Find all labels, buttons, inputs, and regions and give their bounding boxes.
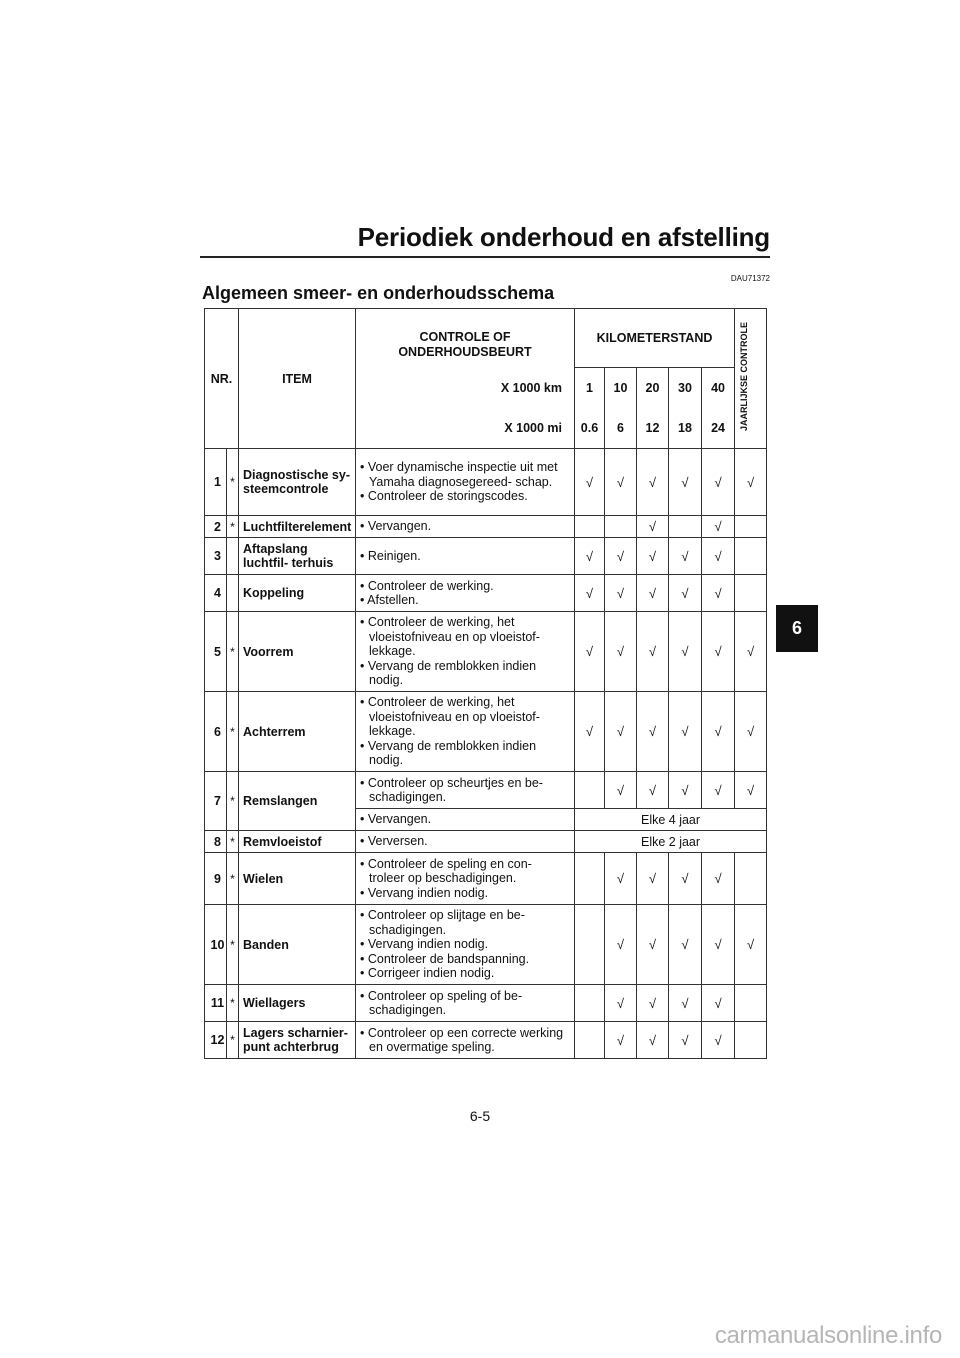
- interval-text: Elke 2 jaar: [575, 831, 767, 853]
- row-action-cell: [356, 449, 575, 516]
- row-star-marker: *: [227, 985, 239, 1022]
- check-mark: √: [605, 575, 637, 612]
- check-mark: [575, 516, 605, 538]
- check-mark: √: [669, 449, 702, 516]
- table-row: [205, 772, 767, 809]
- row-action-cell: [356, 575, 575, 612]
- action-bullet: • Controleer de werking.: [360, 578, 494, 593]
- table-row: [205, 1022, 767, 1059]
- check-mark: √: [702, 772, 735, 809]
- action-bullet: • Vervangen.: [360, 812, 432, 827]
- check-mark: √: [735, 772, 767, 809]
- row-item-name: Diagnostische sy- steemcontrole: [239, 449, 356, 516]
- check-mark: [735, 1022, 767, 1059]
- check-mark: [735, 853, 767, 905]
- row-number: 1: [205, 449, 227, 516]
- row-item-name: Wiellagers: [239, 985, 356, 1022]
- mi-value: 18: [669, 408, 702, 449]
- section-title: Algemeen smeer- en onderhoudsschema: [202, 283, 555, 303]
- check-mark: √: [575, 449, 605, 516]
- check-mark: √: [702, 612, 735, 692]
- action-text: Voer dynamische inspectie uit met Yamaha diagnosegereed- schap.: [367, 460, 558, 489]
- row-star-marker: [227, 538, 239, 575]
- action-text: Controleer de werking, het vloeistofniveau en op vloeistof- lekkage.: [367, 615, 540, 659]
- check-mark: √: [637, 692, 669, 772]
- check-mark: √: [605, 1022, 637, 1059]
- check-mark: √: [575, 692, 605, 772]
- check-mark: √: [637, 516, 669, 538]
- check-mark: [735, 516, 767, 538]
- table-row: [205, 985, 767, 1022]
- check-mark: √: [575, 538, 605, 575]
- header-rule: [200, 256, 770, 258]
- row-action-cell: [356, 612, 575, 692]
- row-number: 7: [205, 772, 227, 831]
- table-row: [205, 449, 767, 516]
- check-mark: √: [605, 985, 637, 1022]
- action-bullet: • Corrigeer indien nodig.: [360, 966, 495, 981]
- km-value: 40: [702, 368, 735, 409]
- action-text: Controleer op speling of be- schadigingen.: [367, 988, 523, 1017]
- document-code: DAU71372: [730, 274, 770, 283]
- row-star-marker: *: [227, 1022, 239, 1059]
- action-bullet: • Controleer op speling of be- schadigingen.: [360, 988, 523, 1017]
- row-number: 5: [205, 612, 227, 692]
- km-value: 1: [575, 368, 605, 409]
- column-header-item: ITEM: [239, 309, 356, 449]
- check-mark: √: [702, 516, 735, 538]
- action-text: Vervang indien nodig.: [367, 885, 489, 900]
- row-number: 8: [205, 831, 227, 853]
- row-action-cell: [356, 853, 575, 905]
- row-item-name: Luchtfilterelement: [239, 516, 356, 538]
- row-item-name: Lagers scharnier- punt achterbrug: [239, 1022, 356, 1059]
- check-mark: √: [702, 449, 735, 516]
- mi-value: 24: [702, 408, 735, 449]
- check-mark: √: [702, 575, 735, 612]
- row-action-cell: [356, 985, 575, 1022]
- check-mark: [735, 575, 767, 612]
- table-row: [205, 692, 767, 772]
- action-bullet: • Controleer op slijtage en be- schadigingen.: [360, 908, 525, 937]
- row-item-name: Remvloeistof: [239, 831, 356, 853]
- check-mark: [575, 772, 605, 809]
- row-item-name: Remslangen: [239, 772, 356, 831]
- check-mark: √: [605, 538, 637, 575]
- check-mark: √: [735, 612, 767, 692]
- action-bullet: • Controleer de bandspanning.: [360, 951, 530, 966]
- check-mark: √: [637, 985, 669, 1022]
- check-mark: [575, 853, 605, 905]
- check-mark: √: [669, 905, 702, 985]
- check-mark: √: [605, 612, 637, 692]
- row-item-name: Koppeling: [239, 575, 356, 612]
- check-mark: √: [637, 449, 669, 516]
- row-action-cell: [356, 809, 575, 831]
- row-star-marker: *: [227, 853, 239, 905]
- action-bullet: • Controleer op een correcte werking en overmatige speling.: [360, 1025, 564, 1054]
- action-bullet: • Afstellen.: [360, 593, 419, 607]
- check-mark: √: [637, 1022, 669, 1059]
- action-text: Controleer de werking, het vloeistofniveau en op vloeistof- lekkage.: [367, 695, 540, 739]
- row-item-name: Banden: [239, 905, 356, 985]
- action-bullet: • Vervangen.: [360, 519, 432, 534]
- row-star-marker: [227, 575, 239, 612]
- check-mark: √: [702, 905, 735, 985]
- check-mark: [605, 516, 637, 538]
- table-row: [205, 853, 767, 905]
- check-mark: [575, 985, 605, 1022]
- action-text: Corrigeer indien nodig.: [367, 966, 495, 981]
- check-mark: √: [637, 905, 669, 985]
- table-row: [205, 905, 767, 985]
- row-item-name: Voorrem: [239, 612, 356, 692]
- action-bullet: • Controleer op scheurtjes en be- schadigingen.: [360, 775, 543, 804]
- action-bullet: • Controleer de speling en con- troleer op beschadigingen.: [360, 856, 532, 886]
- action-bullet: • Reinigen.: [360, 548, 421, 563]
- row-action-cell: [356, 1022, 575, 1059]
- column-header-nr: NR.: [205, 309, 239, 449]
- table-row: [205, 516, 767, 538]
- watermark-text: carmanualsonline.info: [714, 1322, 942, 1349]
- row-action-cell: [356, 538, 575, 575]
- action-text: Controleer de bandspanning.: [367, 951, 530, 966]
- row-star-marker: *: [227, 831, 239, 853]
- check-mark: √: [637, 772, 669, 809]
- row-star-marker: *: [227, 449, 239, 516]
- table-row: [205, 575, 767, 612]
- mi-value: 0.6: [575, 408, 605, 449]
- table-row: [205, 538, 767, 575]
- page-number: 6-5: [469, 1108, 491, 1124]
- row-action-cell: [356, 692, 575, 772]
- action-bullet: • Vervang indien nodig.: [360, 937, 489, 952]
- chapter-tab: 6: [776, 605, 818, 652]
- column-header-jaarlijkse-controle: [735, 309, 767, 449]
- column-header-control-text: CONTROLE OF ONDERHOUDSBEURT: [398, 330, 532, 360]
- column-header-jaar-text: JAARLIJKSE CONTROLE: [738, 322, 749, 432]
- mi-value: 12: [637, 408, 669, 449]
- row-action-cell: [356, 772, 575, 809]
- check-mark: √: [637, 612, 669, 692]
- row-number: 6: [205, 692, 227, 772]
- check-mark: √: [669, 772, 702, 809]
- check-mark: √: [605, 692, 637, 772]
- check-mark: √: [702, 853, 735, 905]
- check-mark: √: [637, 853, 669, 905]
- check-mark: √: [669, 575, 702, 612]
- check-mark: √: [605, 905, 637, 985]
- action-text: Afstellen.: [367, 593, 419, 607]
- row-number: 4: [205, 575, 227, 612]
- action-bullet: • Controleer de werking, het vloeistofniveau en op vloeistof- lekkage.: [360, 615, 540, 659]
- check-mark: √: [575, 575, 605, 612]
- table-row: [205, 831, 767, 853]
- action-bullet: • Voer dynamische inspectie uit met Yamaha diagnosegereed- schap.: [360, 460, 558, 489]
- km-value: 10: [605, 368, 637, 409]
- check-mark: √: [605, 772, 637, 809]
- row-star-marker: *: [227, 516, 239, 538]
- km-value: 20: [637, 368, 669, 409]
- row-number: 2: [205, 516, 227, 538]
- action-text: Controleer de speling en con- troleer op beschadigingen.: [367, 856, 532, 886]
- interval-text: Elke 4 jaar: [575, 809, 767, 831]
- action-text: Vervang de remblokken indien nodig.: [367, 738, 537, 768]
- row-item-name: Wielen: [239, 853, 356, 905]
- row-star-marker: *: [227, 905, 239, 985]
- check-mark: √: [735, 449, 767, 516]
- check-mark: √: [637, 538, 669, 575]
- row-star-marker: *: [227, 772, 239, 831]
- action-text: Vervang indien nodig.: [367, 937, 489, 952]
- check-mark: √: [669, 853, 702, 905]
- check-mark: [575, 905, 605, 985]
- action-text: Verversen.: [367, 834, 428, 849]
- action-bullet: • Vervang de remblokken indien nodig.: [360, 738, 537, 768]
- check-mark: √: [702, 1022, 735, 1059]
- column-header-kilometerstand: KILOMETERSTAND: [575, 309, 735, 368]
- row-number: 9: [205, 853, 227, 905]
- action-text: Controleer op een correcte werking en overmatige speling.: [367, 1025, 564, 1054]
- check-mark: √: [669, 538, 702, 575]
- check-mark: [735, 538, 767, 575]
- check-mark: √: [575, 612, 605, 692]
- check-mark: √: [669, 612, 702, 692]
- row-star-marker: *: [227, 692, 239, 772]
- check-mark: √: [702, 985, 735, 1022]
- km-unit-label: X 1000 km: [356, 368, 575, 409]
- check-mark: [575, 1022, 605, 1059]
- row-star-marker: *: [227, 612, 239, 692]
- action-text: Controleer op slijtage en be- schadigingen.: [367, 908, 525, 937]
- check-mark: √: [605, 853, 637, 905]
- row-action-cell: [356, 516, 575, 538]
- action-text: Controleer de storingscodes.: [367, 489, 528, 504]
- mi-unit-label: X 1000 mi: [356, 408, 575, 449]
- row-action-cell: [356, 905, 575, 985]
- check-mark: √: [637, 575, 669, 612]
- maintenance-schedule-table: [204, 308, 767, 1059]
- check-mark: √: [735, 905, 767, 985]
- check-mark: √: [702, 692, 735, 772]
- check-mark: [669, 516, 702, 538]
- row-number: 10: [205, 905, 227, 985]
- action-text: Controleer op scheurtjes en be- schadigingen.: [367, 775, 543, 804]
- row-item-name: Aftapslang luchtfil- terhuis: [239, 538, 356, 575]
- action-bullet: • Controleer de storingscodes.: [360, 489, 528, 504]
- row-number: 3: [205, 538, 227, 575]
- km-value: 30: [669, 368, 702, 409]
- action-text: Vervang de remblokken indien nodig.: [367, 658, 537, 688]
- action-bullet: • Verversen.: [360, 834, 428, 849]
- mi-value: 6: [605, 408, 637, 449]
- action-text: Controleer de werking.: [367, 578, 494, 593]
- check-mark: √: [702, 538, 735, 575]
- check-mark: √: [669, 1022, 702, 1059]
- action-bullet: • Controleer de werking, het vloeistofniveau en op vloeistof- lekkage.: [360, 695, 540, 739]
- check-mark: [735, 985, 767, 1022]
- check-mark: √: [669, 985, 702, 1022]
- action-text: Vervangen.: [367, 519, 432, 534]
- column-header-control: [356, 309, 575, 368]
- row-item-name: Achterrem: [239, 692, 356, 772]
- action-bullet: • Vervang de remblokken indien nodig.: [360, 658, 537, 688]
- check-mark: √: [669, 692, 702, 772]
- table-row: [205, 612, 767, 692]
- action-text: Reinigen.: [367, 548, 421, 563]
- check-mark: √: [735, 692, 767, 772]
- row-number: 12: [205, 1022, 227, 1059]
- row-number: 11: [205, 985, 227, 1022]
- check-mark: √: [605, 449, 637, 516]
- row-action-cell: [356, 831, 575, 853]
- page-header-title: Periodiek onderhoud en afstelling: [357, 222, 770, 252]
- action-text: Vervangen.: [367, 812, 432, 827]
- action-bullet: • Vervang indien nodig.: [360, 885, 489, 900]
